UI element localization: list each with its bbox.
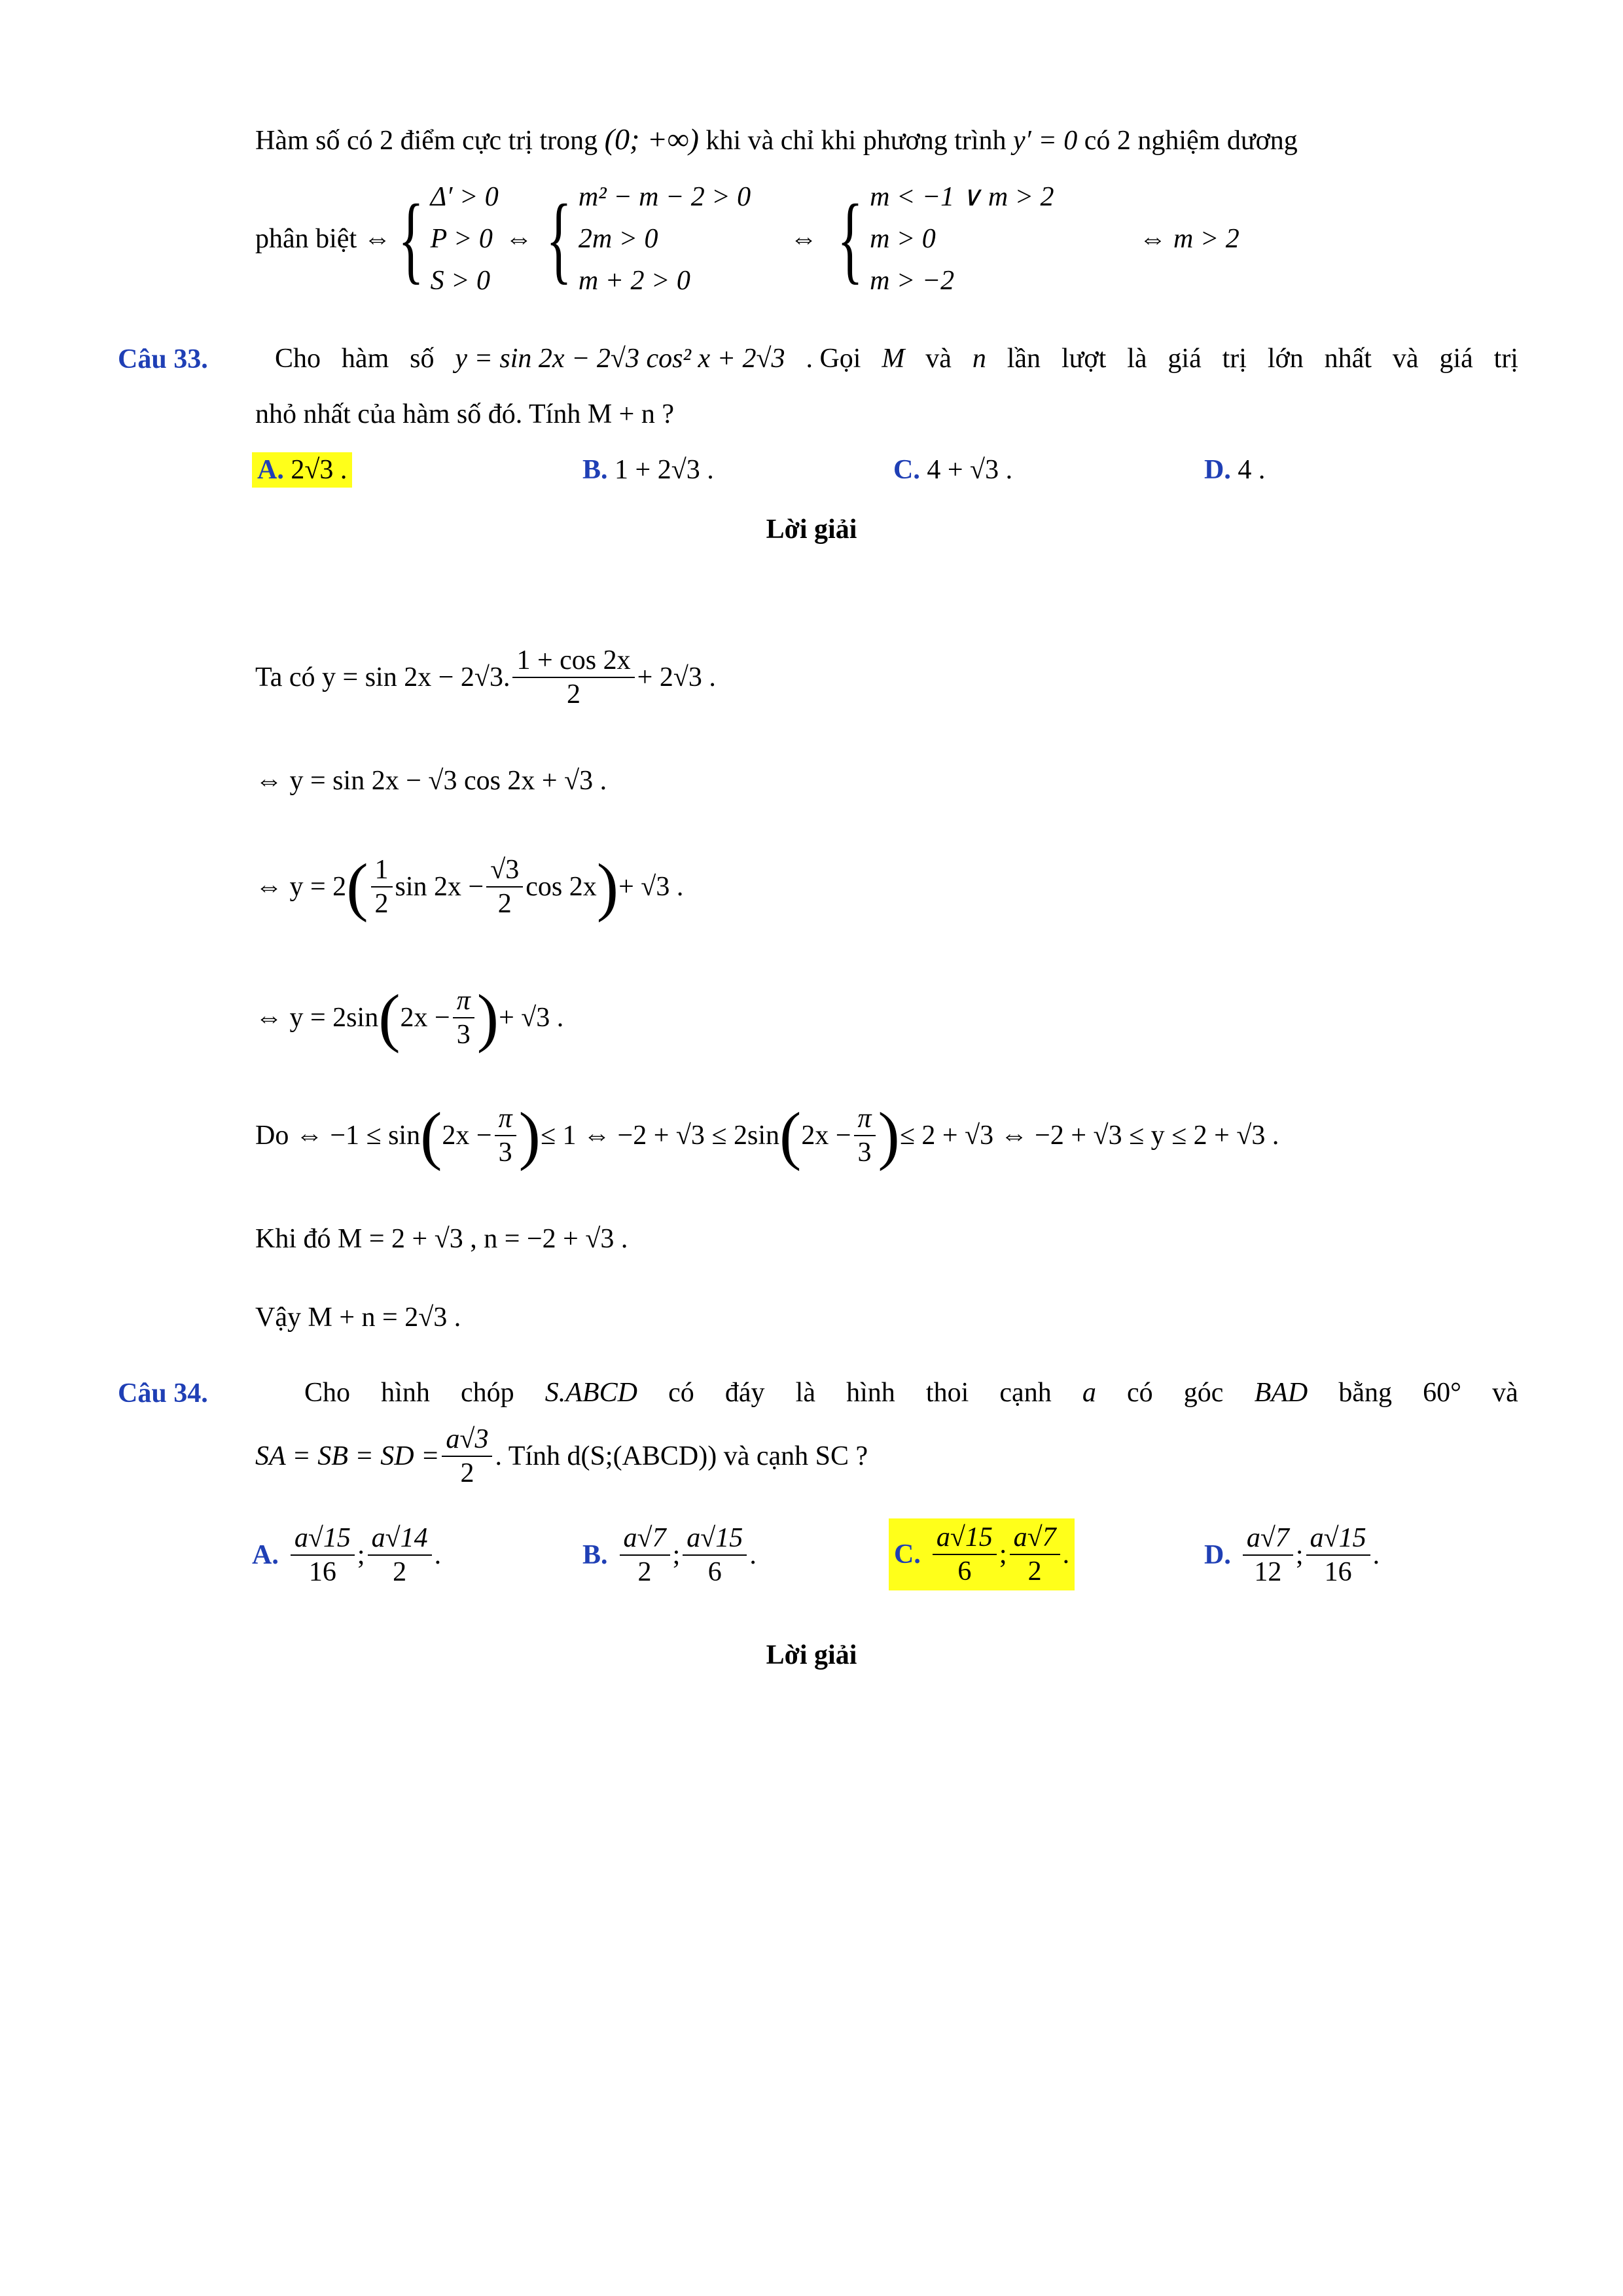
option-d [1204, 1522, 1380, 1588]
numerator: 1 + cos 2x [512, 644, 634, 678]
word: đáy [724, 1378, 765, 1408]
separator: ; [672, 1540, 681, 1570]
math: sin 2x − [395, 872, 484, 902]
option-a [252, 1522, 441, 1588]
word: a [1082, 1378, 1096, 1408]
word: nhất [1324, 344, 1372, 374]
word: bằng [1338, 1378, 1393, 1408]
denominator: 16 [308, 1557, 336, 1587]
solution-title: Lời giải [766, 514, 857, 545]
text: có 2 nghiệm dương [1084, 126, 1298, 156]
row: S > 0 [430, 266, 490, 296]
system-1: { Δ′ > 0 P > 0 S > 0 [391, 176, 499, 302]
math: Ta có y = sin 2x − 2√3. [255, 662, 510, 692]
question-number: Câu 34. [118, 1378, 208, 1408]
solution-line-6: Khi đó M = 2 + √3 , n = −2 + √3 . [255, 1224, 628, 1254]
numerator: π [453, 984, 474, 1018]
word: trị [1222, 344, 1247, 374]
question-stem-line-1 [304, 1374, 1518, 1411]
denominator: 3 [456, 1020, 471, 1050]
math: + √3 . [499, 1003, 564, 1033]
denominator: 2 [497, 889, 512, 919]
denominator: 2 [1027, 1556, 1042, 1587]
solution-line-2: ⇔ y = sin 2x − √3 cos 2x + √3 . [255, 766, 607, 796]
option-c [889, 1518, 1075, 1590]
system-3: { m < −1 ∨ m > 2 m > 0 m > −2 [830, 176, 1054, 302]
row: m² − m − 2 > 0 [578, 182, 751, 212]
numerator: a√7 [1243, 1522, 1293, 1556]
math: + 2√3 . [637, 662, 716, 692]
row: m < −1 ∨ m > 2 [870, 182, 1054, 212]
word: BAD [1254, 1378, 1308, 1408]
fraction [453, 984, 474, 1051]
prev-line-2 [255, 173, 1518, 304]
option-value: 4 . [1238, 455, 1266, 485]
word: lớn [1267, 344, 1304, 374]
numerator: a√15 [933, 1521, 997, 1555]
word: có [1126, 1378, 1153, 1408]
word: hình [846, 1378, 895, 1408]
denominator: 3 [498, 1138, 512, 1168]
word: trị [1493, 344, 1518, 374]
option-label: A. [257, 455, 284, 485]
solution-line-3: ⇔ y = 2 ( $\frac{1}{2}$ sin 2x − $\frac{√3}{2}$ cos 2x ) + √3 . [255, 850, 684, 923]
word: cạnh [999, 1378, 1052, 1408]
option-label: D. [1204, 455, 1231, 485]
word: là [1127, 344, 1147, 374]
option-label: B. [582, 455, 608, 485]
option-label: C. [893, 455, 920, 485]
word: M [882, 344, 905, 374]
row: Δ′ > 0 [430, 182, 499, 212]
word: có [668, 1378, 694, 1408]
text: Hàm số có 2 điểm cực trị trong [255, 126, 598, 156]
numerator: a√15 [1306, 1522, 1370, 1556]
math: ⇔ y = 2 [255, 872, 347, 902]
option-c [893, 452, 1012, 488]
option-value: 1 + 2√3 . [615, 455, 714, 485]
row: m > −2 [870, 266, 955, 296]
row: m > 0 [870, 224, 936, 254]
fraction [371, 853, 393, 920]
numerator: 1 [371, 853, 393, 888]
end: . [749, 1540, 757, 1570]
option-a [252, 452, 352, 488]
denominator: 12 [1254, 1557, 1282, 1587]
math: ≤ 1 ⇔ −2 + √3 ≤ 2sin [540, 1121, 779, 1151]
word: Cho [275, 344, 321, 374]
end: . [1062, 1539, 1070, 1570]
denominator: 2 [567, 679, 581, 709]
word: 60° [1423, 1378, 1461, 1408]
numerator: a√15 [683, 1522, 747, 1556]
word: và [1492, 1378, 1518, 1408]
word: và [1392, 344, 1419, 374]
fraction [512, 644, 634, 711]
denominator: 2 [374, 889, 389, 919]
denominator: 2 [637, 1557, 652, 1587]
option-b [582, 452, 714, 488]
fraction [486, 853, 523, 920]
end: . [434, 1540, 442, 1570]
separator: ; [999, 1539, 1007, 1570]
question-number: Câu 33. [118, 344, 208, 374]
label: phân biệt ⇔ [255, 224, 391, 254]
math: 2x − [801, 1121, 851, 1151]
solution-line-1 [255, 638, 1518, 717]
word: chóp [460, 1378, 514, 1408]
option-b [582, 1522, 757, 1588]
row: 2m > 0 [578, 224, 658, 254]
word: S.ABCD [544, 1378, 637, 1408]
numerator: √3 [486, 853, 523, 888]
numerator: π [495, 1102, 516, 1136]
math: 2x − [442, 1121, 492, 1151]
solution-line-4: ⇔ y = 2sin ( 2x − $\frac{\pi}{3}$ ) + √3 . [255, 981, 564, 1054]
arrow: ⇔ [790, 224, 818, 254]
result: ⇔ m > 2 [1139, 224, 1240, 254]
fraction [495, 1102, 516, 1169]
denominator: 2 [393, 1557, 407, 1587]
question-stem-line-2: nhỏ nhất của hàm số đó. Tính M + n ? [255, 399, 674, 429]
numerator: a√14 [368, 1522, 432, 1556]
option-label: D. [1204, 1540, 1231, 1570]
math: ≤ 2 + √3 ⇔ −2 + √3 ≤ y ≤ 2 + √3 . [899, 1121, 1279, 1151]
option-d [1204, 452, 1265, 488]
equation: y′ = 0 [1013, 126, 1078, 156]
question-stem-line-2 [255, 1417, 1518, 1496]
word: giá [1439, 344, 1473, 374]
option-label: A. [252, 1540, 279, 1570]
solution-line-5: Do ⇔ −1 ≤ sin ( 2x − $\frac{\pi}{3}$ ) ≤ 1 ⇔ −2 + √3 ≤ 2sin ( 2x − $\frac{\pi}{3}$ ) ≤ 2 + √3 ⇔ −2 + √3 ≤ y ≤ 2 + √3 . [255, 1099, 1279, 1172]
word: lượt [1061, 344, 1107, 374]
word: và [925, 344, 952, 374]
separator: ; [357, 1540, 365, 1570]
numerator: a√15 [291, 1522, 355, 1556]
word: hàm [341, 344, 389, 374]
prev-line-1 [255, 121, 1518, 159]
numerator: π [854, 1102, 876, 1136]
fraction [854, 1102, 876, 1169]
word: hình [381, 1378, 430, 1408]
denominator: 6 [707, 1557, 722, 1587]
math: SA = SB = SD = [255, 1441, 440, 1471]
word: Cho [304, 1378, 351, 1408]
option-value: 2√3 . [291, 455, 348, 485]
row: m + 2 > 0 [578, 266, 690, 296]
denominator: 3 [857, 1138, 872, 1168]
option-value: 4 + √3 . [927, 455, 1013, 485]
arrow: ⇔ [505, 224, 533, 254]
denominator: 16 [1324, 1557, 1352, 1587]
word: . Gọi [806, 344, 861, 374]
math: ⇔ y = 2sin [255, 1003, 379, 1033]
end: . [1372, 1540, 1380, 1570]
numerator: a√7 [1010, 1521, 1060, 1555]
option-label: B. [582, 1540, 608, 1570]
word: thoi [925, 1378, 969, 1408]
separator: ; [1295, 1540, 1304, 1570]
system-2: { m² − m − 2 > 0 2m > 0 m + 2 > 0 [539, 176, 751, 302]
solution-title: Lời giải [766, 1640, 857, 1670]
interval: (0; +∞) [604, 122, 699, 156]
word: n [972, 344, 986, 374]
option-label: C. [894, 1539, 921, 1570]
denominator: 2 [460, 1458, 474, 1488]
question-stem-line-1 [275, 340, 1518, 377]
numerator: a√3 [442, 1423, 492, 1457]
word: giá [1168, 344, 1202, 374]
math: cos 2x [526, 872, 597, 902]
text: khi và chỉ khi phương trình [705, 126, 1007, 156]
math: . Tính d(S;(ABCD)) và cạnh SC ? [495, 1441, 868, 1471]
math: + √3 . [618, 872, 684, 902]
word: góc [1183, 1378, 1224, 1408]
math: 2x − [400, 1003, 450, 1033]
word: lần [1007, 344, 1041, 374]
row: P > 0 [430, 224, 493, 254]
word: là [795, 1378, 815, 1408]
word: số [410, 344, 435, 374]
fraction [442, 1423, 492, 1490]
numerator: a√7 [620, 1522, 670, 1556]
denominator: 6 [957, 1556, 972, 1587]
formula: y = sin 2x − 2√3 cos² x + 2√3 [455, 344, 785, 374]
solution-line-7: Vậy M + n = 2√3 . [255, 1302, 461, 1333]
math: Do ⇔ −1 ≤ sin [255, 1121, 421, 1151]
